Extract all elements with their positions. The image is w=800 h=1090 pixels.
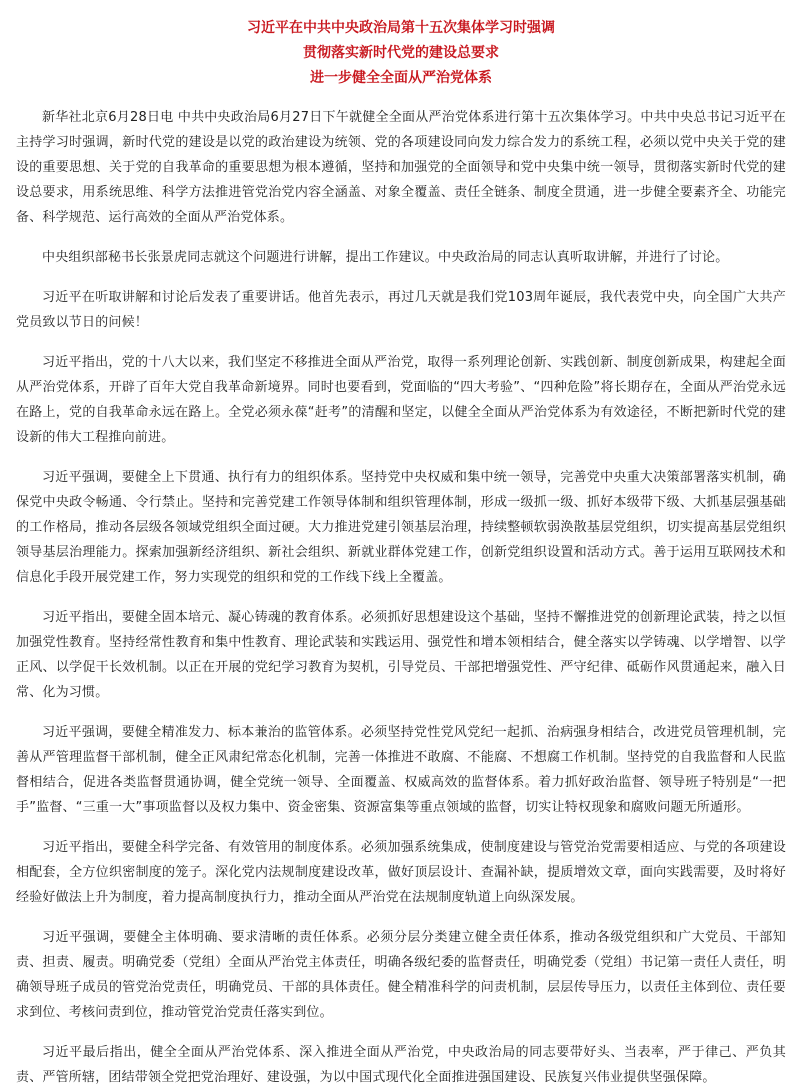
headline	[16, 16, 786, 91]
paragraph-review: 习近平指出，党的十八大以来，我们坚定不移推进全面从严治党，取得一系列理论创新、实践创新、制度创新成果，构建起全面从严治党体系，开辟了百年大党自我革命新境界。同时也要看到，党面临的“四大考验”、“四种危险”将长期存在，全面从严治党永远在路上，党的自我革命永远在路上。全党必须永葆“赶考”的清醒和坚定，以健全全面从严治党体系为有效途径，不断把新时代党的建设新的伟大工程推向前进。	[16, 355, 786, 445]
paragraph-education-system: 习近平指出，要健全固本培元、凝心铸魂的教育体系。必须抓好思想建设这个基础，坚持不懈推进党的创新理论武装，持之以恒加强党性教育。坚持经常性教育和集中性教育、理论武装和实践运用、强党性和增本领相结合，健全落实以学铸魂、以学增智、以学正风、以学促干长效机制。以正在开展的党纪学习教育为契机，引导党员、干部把增强党性、严守纪律、砥砺作风贯通起来，融入日常、化为习惯。	[16, 610, 786, 700]
article-body	[16, 105, 786, 1090]
paragraph-conclusion: 习近平最后指出，健全全面从严治党体系、深入推进全面从严治党，中央政治局的同志要带好头、当表率，严于律己、严负其责、严管所辖，团结带领全党把党治理好、建设强，为以中国式现代化全面推进强国建设、民族复兴伟业提供坚强保障。	[16, 1045, 786, 1085]
paragraph-responsibility-system: 习近平强调，要健全主体明确、要求清晰的责任体系。必须分层分类建立健全责任体系，推动各级党组织和广大党员、干部知责、担责、履责。明确党委（党组）全面从严治党主体责任，明确各级纪委的监督责任，明确党委（党组）书记第一责任人责任，明确领导班子成员的管党治党责任，明确党员、干部的具体责任。健全精准科学的问责机制，层层传导压力，以责任主体到位、责任要求到位、考核问责到位，推动管党治党责任落实到位。	[16, 930, 786, 1020]
paragraph-organization-system: 习近平强调，要健全上下贯通、执行有力的组织体系。坚持党中央权威和集中统一领导，完善党中央重大决策部署落实机制，确保党中央政令畅通、令行禁止。坚持和完善党建工作领导体制和组织管理体制，形成一级抓一级、抓好本级带下级、大抓基层强基础的工作格局，推动各层级各领域党组织全面过硬。大力推进党建引领基层治理，持续整顿软弱涣散基层党组织，切实提高基层党组织领导基层治理能力。探索加强新经济组织、新社会组织、新就业群体党建工作，创新党组织设置和活动方式。善于运用互联网技术和信息化手段开展党建工作，努力实现党的组织和党的工作线下线上全覆盖。	[16, 470, 786, 585]
paragraph-supervision-system: 习近平强调，要健全精准发力、标本兼治的监管体系。必须坚持党性党风党纪一起抓、治病强身相结合，改进党员管理机制，完善从严管理监督干部机制，健全正风肃纪常态化机制，完善一体推进不敢腐、不能腐、不想腐工作机制。坚持党的自我监督和人民监督相结合，促进各类监督贯通协调，健全党统一领导、全面覆盖、权威高效的监督体系。着力抓好政治监督、领导班子特别是“一把手”监督、“三重一大”事项监督以及权力集中、资金密集、资源富集等重点领域的监督，切实让特权现象和腐败问题无所遁形。	[16, 725, 786, 815]
headline-line-2: 贯彻落实新时代党的建设总要求	[303, 45, 499, 61]
paragraph-lecture: 中央组织部秘书长张景虎同志就这个问题进行讲解，提出工作建议。中央政治局的同志认真听取讲解，并进行了讨论。	[42, 250, 729, 265]
headline-line-3: 进一步健全全面从严治党体系	[310, 70, 492, 86]
paragraph-greeting: 习近平在听取讲解和讨论后发表了重要讲话。他首先表示，再过几天就是我们党103周年诞辰，我代表党中央，向全国广大共产党员致以节日的问候！	[16, 290, 786, 330]
paragraph-institution-system: 习近平指出，要健全科学完备、有效管用的制度体系。必须加强系统集成，使制度建设与管党治党需要相适应、与党的各项建设相配套，全方位织密制度的笼子。深化党内法规制度建设改革，做好顶层设计、查漏补缺，提质增效文章，面向实践需要，及时将好经验好做法上升为制度，着力提高制度执行力，推动全面从严治党在法规制度轨道上向纵深发展。	[16, 840, 786, 905]
paragraph-dateline: 新华社北京6月28日电 中共中央政治局6月27日下午就健全全面从严治党体系进行第十五次集体学习。中共中央总书记习近平在主持学习时强调，新时代党的建设是以党的政治建设为统领、党的各项建设同向发力综合发力的系统工程，必须以党中央关于党的建设的重要思想、关于党的自我革命的重要思想为根本遵循，坚持和加强党的全面领导和党中央集中统一领导，贯彻落实新时代党的建设总要求，用系统思维、科学方法推进管党治党内容全涵盖、对象全覆盖、责任全链条、制度全贯通，进一步健全要素齐全、功能完备、科学规范、运行高效的全面从严治党体系。	[16, 110, 786, 225]
headline-line-1: 习近平在中共中央政治局第十五次集体学习时强调	[247, 20, 555, 36]
